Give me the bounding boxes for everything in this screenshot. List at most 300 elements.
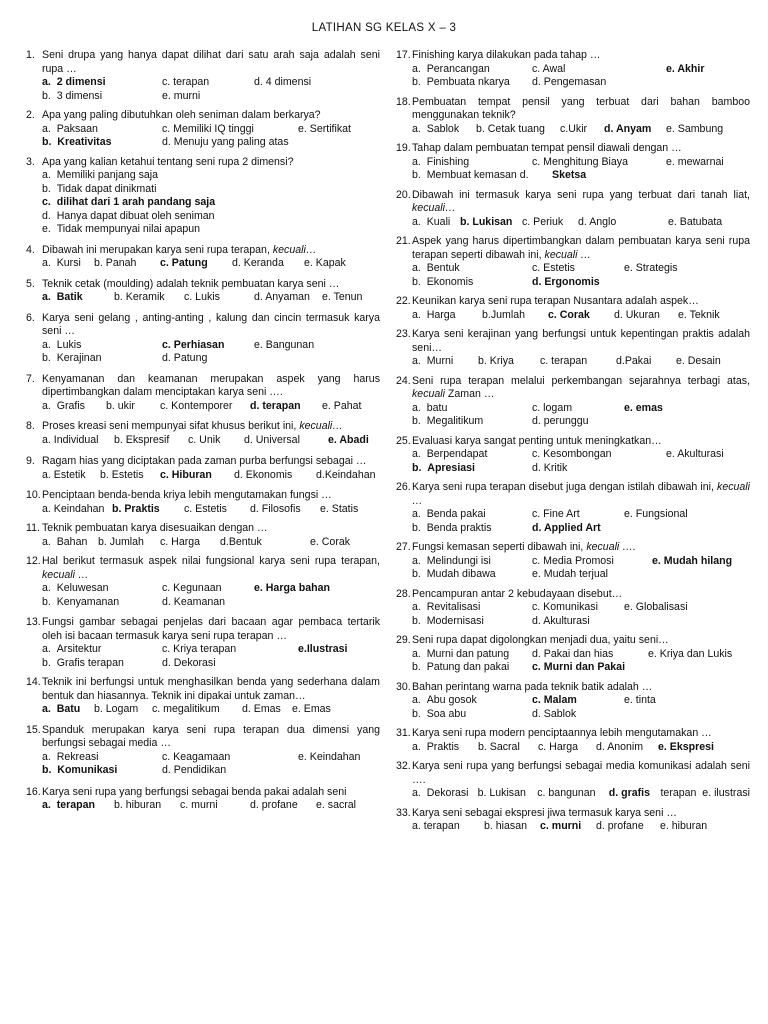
answer-option: b. 3 dimensi bbox=[42, 89, 103, 102]
answer-option: c. Kontemporer bbox=[160, 399, 233, 412]
question-text: Karya seni rupa terapan disebut juga dengan istilah dibawah ini, kecuali … bbox=[412, 481, 750, 507]
question-item bbox=[396, 681, 750, 722]
question-column-right bbox=[396, 49, 750, 834]
question-emphasis: kecuali … bbox=[42, 568, 89, 581]
answer-option: c. logam bbox=[532, 401, 573, 414]
answer-option-correct: d. terapan bbox=[250, 399, 301, 412]
options-row bbox=[42, 76, 380, 90]
answer-option: b. Logam bbox=[94, 703, 139, 715]
question-number: 29. bbox=[396, 634, 411, 646]
question-number: 20. bbox=[396, 188, 411, 201]
options-row bbox=[412, 787, 750, 801]
answer-option: e. Pahat bbox=[322, 399, 362, 412]
options-row bbox=[412, 615, 750, 629]
answer-option: d.Bentuk bbox=[220, 535, 262, 548]
question-number: 31. bbox=[396, 727, 411, 739]
answer-option-correct: c. Corak bbox=[548, 308, 590, 321]
question-item bbox=[396, 588, 750, 629]
options-row bbox=[42, 596, 380, 610]
options-row bbox=[42, 503, 380, 517]
answer-option: c. Estetis bbox=[184, 502, 227, 515]
answer-option: d. perunggu bbox=[532, 415, 589, 427]
question-number: 2. bbox=[26, 109, 35, 121]
question-text: Proses kreasi seni mempunyai sifat khusus berikut ini, kecuali… bbox=[42, 420, 343, 432]
answer-option-correct: c. dilihat dari 1 arah pandang saja bbox=[42, 196, 216, 208]
question-text: Karya seni gelang , anting-anting , kalung dan cincin termasuk karya seni … bbox=[42, 311, 380, 337]
answer-option: a. Memiliki panjang saja bbox=[42, 169, 158, 181]
options-row bbox=[412, 123, 750, 137]
answer-option: b. Membuat kemasan d. bbox=[412, 169, 529, 181]
answer-option: c. Harga bbox=[160, 535, 201, 548]
question-number: 18. bbox=[396, 95, 411, 108]
question-item bbox=[26, 616, 380, 670]
answer-option: e. Bangunan bbox=[254, 338, 315, 351]
question-number: 15. bbox=[26, 723, 41, 736]
answer-option: c. bangunan bbox=[537, 787, 596, 799]
answer-option: a. Murni bbox=[412, 355, 454, 367]
answer-option: d. Pakai dan hias bbox=[532, 647, 614, 660]
question-text: Karya seni rupa modern penciptaannya lebih mengutamakan … bbox=[412, 727, 712, 739]
question-text: Evaluasi karya sangat penting untuk meningkatkan… bbox=[412, 434, 662, 447]
question-emphasis: kecuali bbox=[412, 388, 445, 400]
question-text: Apa yang kalian ketahui tentang seni rupa 2 dimensi? bbox=[42, 155, 294, 168]
answer-option: a. Perancangan bbox=[412, 62, 490, 75]
question-item bbox=[396, 189, 750, 230]
question-text: Fungsi kemasan seperti dibawah ini, kecuali …. bbox=[412, 541, 636, 553]
answer-option-correct: c. murni bbox=[540, 820, 582, 832]
question-text: Kenyamanan dan keamanan merupakan aspek yang harus dipertimbangkan dalam menciptakan karya seni …. bbox=[42, 372, 380, 398]
question-number: 28. bbox=[396, 587, 411, 600]
question-item bbox=[396, 328, 750, 369]
question-number: 14. bbox=[26, 676, 41, 688]
answer-option: a. Murni dan patung bbox=[412, 647, 510, 660]
question-text: Pencampuran antar 2 kebudayaan disebut… bbox=[412, 587, 623, 600]
answer-option: e. Sambung bbox=[666, 122, 724, 135]
options-row bbox=[42, 657, 380, 671]
question-item bbox=[26, 522, 380, 549]
options-row bbox=[42, 223, 380, 237]
options-row bbox=[42, 751, 380, 765]
question-text: Bahan perintang warna pada teknik batik adalah … bbox=[412, 680, 653, 693]
answer-option: d. Ekonomis bbox=[234, 468, 293, 481]
answer-option: b. Ekonomis bbox=[412, 275, 474, 288]
answer-option: e. Kriya dan Lukis bbox=[648, 647, 733, 660]
question-item bbox=[396, 807, 750, 834]
question-text: Spanduk merupakan karya seni rupa terapan dua dimensi yang berfungsi sebagai media … bbox=[42, 723, 380, 749]
answer-option-correct: d. Ergonomis bbox=[532, 275, 600, 288]
question-item bbox=[26, 676, 380, 717]
answer-option: e. murni bbox=[162, 89, 201, 102]
question-number: 23. bbox=[396, 328, 411, 340]
answer-option: a. Abu gosok bbox=[412, 694, 477, 706]
question-number: 7. bbox=[26, 372, 35, 385]
answer-option: b. Soa abu bbox=[412, 707, 467, 720]
answer-option: b. Kerajinan bbox=[42, 352, 102, 364]
question-number: 33. bbox=[396, 806, 411, 819]
answer-option: b. Kriya bbox=[478, 355, 514, 367]
answer-option: e. Kapak bbox=[304, 257, 346, 269]
answer-option: c. Menghitung Biaya bbox=[532, 155, 628, 168]
answer-option: c. Kegunaan bbox=[162, 582, 222, 594]
question-number: 3. bbox=[26, 155, 35, 168]
answer-option: c. Keagamaan bbox=[162, 750, 231, 763]
answer-option: b. Panah bbox=[94, 257, 137, 269]
answer-option: a. Harga bbox=[412, 308, 456, 321]
answer-option: b. Modernisasi bbox=[412, 614, 484, 627]
question-number: 12. bbox=[26, 555, 41, 567]
answer-option: e. Tenun bbox=[322, 291, 363, 303]
question-item bbox=[396, 295, 750, 322]
options-row bbox=[412, 820, 750, 834]
question-emphasis: kecuali… bbox=[272, 243, 317, 256]
question-text: Karya seni rupa yang berfungsi sebagai benda pakai adalah seni bbox=[42, 785, 347, 798]
answer-option-correct: a. Batik bbox=[42, 291, 83, 303]
answer-option: e. Fungsional bbox=[624, 508, 688, 520]
answer-option: d. Patung bbox=[162, 352, 208, 364]
answer-option-correct: e. emas bbox=[624, 401, 663, 414]
question-number: 21. bbox=[396, 235, 411, 247]
answer-option: a. Dekorasi bbox=[412, 787, 469, 799]
options-row bbox=[42, 799, 380, 813]
question-number: 11. bbox=[26, 522, 40, 534]
answer-option: c. Awal bbox=[532, 62, 566, 75]
question-text: Ragam hias yang diciptakan pada zaman purba berfungsi sebagai … bbox=[42, 455, 367, 467]
options-row bbox=[412, 169, 750, 183]
options-row bbox=[412, 156, 750, 170]
answer-option: c. Fine Art bbox=[532, 508, 580, 520]
answer-option: e. Corak bbox=[310, 535, 351, 548]
answer-option-correct: d. Anyam bbox=[604, 122, 652, 135]
question-item bbox=[26, 244, 380, 271]
answer-option: d. Filosofis bbox=[250, 502, 301, 515]
options-row bbox=[412, 402, 750, 416]
answer-option: c. terapan bbox=[162, 76, 210, 88]
question-item bbox=[26, 278, 380, 305]
answer-option: a. Berpendapat bbox=[412, 448, 488, 460]
answer-option: d. profane bbox=[596, 820, 644, 832]
question-number: 25. bbox=[396, 434, 411, 447]
answer-option-correct: c. Murni dan Pakai bbox=[532, 661, 626, 673]
options-row bbox=[42, 582, 380, 596]
answer-option: b. Benda praktis bbox=[412, 521, 492, 534]
answer-option-correct: e. Ekspresi bbox=[658, 740, 714, 753]
options-row bbox=[412, 216, 750, 230]
answer-option: b. Estetis bbox=[100, 468, 144, 481]
answer-option-correct: b. Apresiasi bbox=[412, 461, 475, 474]
answer-option: b. Sacral bbox=[478, 740, 520, 753]
question-number: 17. bbox=[396, 49, 411, 61]
answer-option: c.Ukir bbox=[560, 122, 588, 135]
answer-option-correct: b. Lukisan bbox=[460, 215, 513, 228]
options-row bbox=[412, 63, 750, 77]
question-number: 1. bbox=[26, 49, 35, 61]
question-text: Keunikan karya seni rupa terapan Nusantara adalah aspek… bbox=[412, 295, 699, 307]
answer-option: a. Individual bbox=[42, 433, 99, 446]
options-row bbox=[42, 703, 380, 717]
question-text: Penciptaan benda-benda kriya lebih mengutamakan fungsi … bbox=[42, 489, 332, 501]
options-row bbox=[412, 508, 750, 522]
answer-option: d. Akulturasi bbox=[532, 614, 590, 627]
answer-option-correct: d. grafis bbox=[608, 787, 651, 799]
question-number: 4. bbox=[26, 243, 35, 256]
options-row bbox=[412, 262, 750, 276]
answer-option: c. megalitikum bbox=[152, 703, 220, 715]
answer-option: a. Kuali bbox=[412, 215, 451, 228]
question-text: Teknik cetak (moulding) adalah teknik pembuatan karya seni … bbox=[42, 277, 340, 290]
question-item bbox=[396, 760, 750, 801]
answer-option: a. Paksaan bbox=[42, 122, 98, 135]
answer-option-correct: a. 2 dimensi bbox=[42, 76, 106, 88]
question-number: 22. bbox=[396, 295, 411, 307]
answer-option: d.Pakai bbox=[616, 355, 652, 367]
options-row bbox=[42, 400, 380, 414]
answer-option-correct: e. Mudah hilang bbox=[652, 554, 733, 567]
question-item bbox=[26, 489, 380, 516]
answer-option: a. Arsitektur bbox=[42, 643, 102, 655]
question-text: Hal berikut termasuk aspek nilai fungsional karya seni rupa terapan, kecuali … bbox=[42, 555, 380, 581]
question-number: 24. bbox=[396, 374, 411, 387]
answer-option: d. 4 dimensi bbox=[254, 76, 312, 88]
answer-option-correct: e.Ilustrasi bbox=[298, 643, 348, 655]
answer-option: d. Kritik bbox=[532, 461, 568, 474]
answer-option: d. Dekorasi bbox=[162, 656, 216, 669]
answer-option: d. profane bbox=[250, 799, 298, 811]
question-item bbox=[26, 786, 380, 813]
question-item bbox=[26, 156, 380, 237]
answer-option: d. Sablok bbox=[532, 707, 577, 720]
question-item bbox=[396, 727, 750, 754]
question-number: 16. bbox=[26, 785, 41, 798]
answer-option: b. Megalitikum bbox=[412, 415, 484, 427]
answer-option: a. Melindungi isi bbox=[412, 554, 491, 567]
question-emphasis: kecuali… bbox=[412, 202, 456, 214]
options-row bbox=[412, 309, 750, 323]
answer-option: e. Akulturasi bbox=[666, 448, 724, 460]
answer-option: d. Anonim bbox=[596, 740, 644, 753]
answer-option: b. Keramik bbox=[114, 291, 165, 303]
answer-option-correct: e. Abadi bbox=[328, 433, 369, 446]
answer-option: d. Pengemasan bbox=[532, 76, 607, 88]
options-row bbox=[412, 741, 750, 755]
answer-option: a. Revitalisasi bbox=[412, 601, 481, 613]
answer-option: e. mewarnai bbox=[666, 155, 724, 168]
answer-option: c. murni bbox=[180, 799, 218, 811]
question-text: Tahap dalam pembuatan tempat pensil diawali dengan … bbox=[412, 142, 682, 154]
options-row bbox=[412, 448, 750, 462]
answer-option: e. tinta bbox=[624, 694, 656, 706]
options-row bbox=[412, 648, 750, 662]
question-item bbox=[396, 235, 750, 289]
answer-option: c. Periuk bbox=[522, 215, 564, 228]
answer-option: c. Harga bbox=[538, 740, 579, 753]
question-number: 26. bbox=[396, 481, 411, 493]
options-row bbox=[412, 76, 750, 90]
options-row bbox=[42, 210, 380, 224]
answer-option: b. Mudah dibawa bbox=[412, 568, 496, 580]
question-item bbox=[396, 96, 750, 137]
question-item bbox=[26, 724, 380, 778]
answer-option-correct: c. Perhiasan bbox=[162, 338, 225, 351]
options-row bbox=[412, 355, 750, 369]
question-item bbox=[26, 49, 380, 103]
answer-option: a. Grafis bbox=[42, 399, 85, 412]
answer-option-correct: a. Batu bbox=[42, 703, 81, 715]
question-emphasis: kecuali …. bbox=[586, 541, 636, 553]
answer-option: e. Strategis bbox=[624, 262, 678, 274]
answer-option: d.Keindahan bbox=[316, 468, 376, 481]
answer-option: a. Keluwesan bbox=[42, 582, 109, 594]
options-row bbox=[42, 90, 380, 104]
answer-option: c. Unik bbox=[188, 433, 221, 446]
question-number: 19. bbox=[396, 142, 411, 154]
question-text: Finishing karya dilakukan pada tahap … bbox=[412, 49, 601, 61]
question-number: 13. bbox=[26, 616, 41, 628]
answer-option: a. Benda pakai bbox=[412, 508, 486, 520]
answer-option-correct: a. terapan bbox=[42, 799, 95, 811]
answer-option: e. sacral bbox=[316, 799, 357, 811]
options-row bbox=[42, 196, 380, 210]
question-item bbox=[396, 634, 750, 675]
answer-option: b. Jumlah bbox=[98, 535, 144, 548]
options-row bbox=[42, 136, 380, 150]
answer-option: c. Media Promosi bbox=[532, 554, 614, 567]
options-row bbox=[412, 415, 750, 429]
answer-option: a. Sablok bbox=[412, 122, 460, 135]
answer-option: b. hiasan bbox=[484, 820, 527, 832]
answer-option-correct: d. Applied Art bbox=[532, 521, 601, 534]
options-row bbox=[412, 555, 750, 569]
answer-option: b. Grafis terapan bbox=[42, 656, 124, 669]
answer-option: a. Estetik bbox=[42, 468, 86, 481]
question-text: Seni drupa yang hanya dapat dilihat dari satu arah saja adalah seni rupa … bbox=[42, 49, 380, 75]
answer-option: e. Emas bbox=[292, 703, 331, 715]
options-row bbox=[42, 339, 380, 353]
question-column-left bbox=[26, 49, 380, 813]
answer-option: d. Emas bbox=[242, 703, 281, 715]
question-text: Karya seni sebagai ekspresi jiwa termasuk karya seni … bbox=[412, 806, 677, 819]
options-row bbox=[412, 462, 750, 476]
answer-option: a. batu bbox=[412, 401, 448, 414]
answer-option-correct: b. Kreativitas bbox=[42, 136, 112, 148]
answer-option: c. Lukis bbox=[184, 291, 220, 303]
answer-option: a. Kursi bbox=[42, 257, 81, 269]
question-text: Karya seni rupa yang berfungsi sebagai media komunikasi adalah seni …. bbox=[412, 760, 750, 786]
question-item bbox=[396, 49, 750, 90]
answer-option: c. Kesombongan bbox=[532, 448, 612, 460]
question-text: Seni rupa terapan melalui perkembangan sejarahnya terbagi atas, kecuali Zaman … bbox=[412, 374, 750, 400]
options-row bbox=[42, 434, 380, 448]
answer-option: terapan e. ilustrasi bbox=[660, 787, 750, 799]
options-row bbox=[42, 291, 380, 305]
question-text: Teknik ini berfungsi untuk menghasilkan benda yang sederhana dalam bentuk dan hiasannya. Teknik ini dipakai untuk zaman… bbox=[42, 676, 380, 702]
answer-option: d. Anyaman bbox=[254, 291, 310, 303]
answer-option: e. Desain bbox=[676, 355, 721, 367]
answer-option: d. Universal bbox=[244, 433, 300, 446]
answer-option: e. Teknik bbox=[678, 308, 720, 321]
answer-option: d. Hanya dapat dibuat oleh seniman bbox=[42, 209, 215, 222]
question-item bbox=[26, 312, 380, 366]
options-row bbox=[412, 708, 750, 722]
answer-option: b. Patung dan pakai bbox=[412, 661, 510, 673]
options-row bbox=[42, 764, 380, 778]
options-row bbox=[42, 123, 380, 137]
answer-option: d. Keamanan bbox=[162, 595, 226, 608]
answer-option: d. Anglo bbox=[578, 215, 617, 228]
answer-option: b. Tidak dapat dinikmati bbox=[42, 182, 157, 195]
answer-option: d. Keranda bbox=[232, 257, 284, 269]
answer-option: b. Lukisan bbox=[477, 787, 526, 799]
question-item bbox=[26, 455, 380, 482]
options-row bbox=[412, 601, 750, 615]
answer-option: e. hiburan bbox=[660, 820, 708, 832]
options-row bbox=[42, 183, 380, 197]
question-number: 6. bbox=[26, 311, 35, 324]
answer-option: c. terapan bbox=[540, 355, 588, 367]
answer-option: c. Komunikasi bbox=[532, 601, 598, 613]
answer-option-correct: Sketsa bbox=[552, 169, 587, 181]
question-text: Karya seni kerajinan yang berfungsi untuk kepentingan praktis adalah seni… bbox=[412, 328, 750, 354]
answer-option: e. Tidak mempunyai nilai apapun bbox=[42, 223, 201, 235]
answer-option-correct: b. Praktis bbox=[112, 502, 160, 515]
answer-option: b.Jumlah bbox=[482, 308, 525, 321]
question-text: Apa yang paling dibutuhkan oleh seniman dalam berkarya? bbox=[42, 109, 321, 121]
answer-option: e. Mudah terjual bbox=[532, 568, 608, 580]
question-emphasis: kecuali… bbox=[299, 420, 343, 432]
question-item bbox=[396, 142, 750, 183]
question-number: 27. bbox=[396, 541, 411, 553]
answer-option-correct: c. Hiburan bbox=[160, 468, 212, 481]
answer-option: c. Estetis bbox=[532, 262, 575, 274]
answer-option-correct: e. Harga bahan bbox=[254, 582, 330, 594]
question-number: 32. bbox=[396, 760, 411, 772]
answer-option-correct: b. Komunikasi bbox=[42, 764, 118, 776]
answer-option: c. Kriya terapan bbox=[162, 643, 237, 655]
answer-option: a. Keindahan bbox=[42, 502, 105, 515]
question-text: Fungsi gambar sebagai penjelas dari bacaan agar pembaca tertarik oleh isi bacaan termasuk karya seni rupa terapan … bbox=[42, 616, 380, 642]
question-item bbox=[26, 420, 380, 447]
answer-option: d. Ukuran bbox=[614, 308, 660, 321]
answer-option-correct: c. Patung bbox=[160, 257, 208, 269]
answer-option: b. ukir bbox=[106, 399, 135, 412]
question-text: Dibawah ini termasuk karya seni rupa yang terbuat dari tanah liat, kecuali… bbox=[412, 188, 750, 214]
options-row bbox=[412, 568, 750, 582]
question-number: 8. bbox=[26, 420, 35, 432]
answer-option: b. Kenyamanan bbox=[42, 595, 120, 608]
question-text: Pembuatan tempat pensil yang terbuat dari bahan bamboo menggunakan teknik? bbox=[412, 95, 750, 121]
question-text: Dibawah ini merupakan karya seni rupa terapan, kecuali… bbox=[42, 243, 317, 256]
question-item bbox=[26, 373, 380, 414]
options-row bbox=[42, 643, 380, 657]
question-item bbox=[396, 541, 750, 582]
answer-option: e. Globalisasi bbox=[624, 601, 688, 613]
question-number: 30. bbox=[396, 680, 411, 693]
answer-option: a. terapan bbox=[412, 820, 460, 832]
answer-option: e. Statis bbox=[320, 502, 359, 515]
answer-option: a. Bahan bbox=[42, 535, 88, 548]
answer-option: c. Memiliki IQ tinggi bbox=[162, 122, 254, 135]
question-item bbox=[26, 109, 380, 150]
answer-option-correct: e. Akhir bbox=[666, 62, 705, 75]
answer-option: a. Praktis bbox=[412, 740, 460, 753]
answer-option: d. Pendidikan bbox=[162, 764, 227, 776]
options-row bbox=[42, 169, 380, 183]
answer-option: e. Batubata bbox=[668, 215, 723, 228]
page-title: LATIHAN SG KELAS X – 3 bbox=[311, 22, 457, 34]
question-text: Teknik pembuatan karya disesuaikan dengan … bbox=[42, 522, 268, 534]
options-row bbox=[42, 257, 380, 271]
question-text: Aspek yang harus dipertimbangkan dalam pembuatan karya seni rupa terapan seperti dibawah ini, kecuali … bbox=[412, 235, 750, 261]
options-row bbox=[412, 522, 750, 536]
